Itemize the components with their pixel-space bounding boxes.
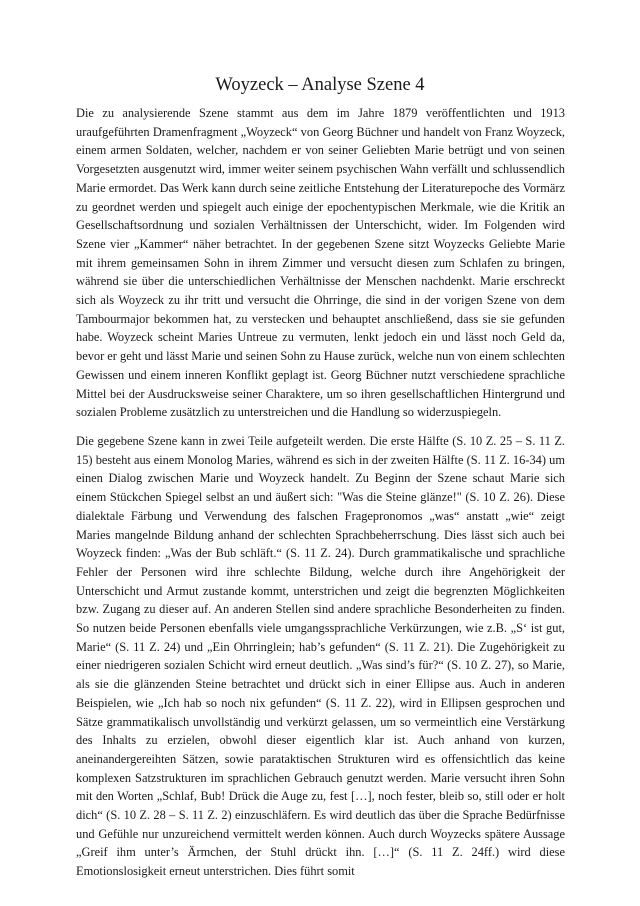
paragraph-analysis: Die gegebene Szene kann in zwei Teile aufgeteilt werden. Die erste Hälfte (S. 10 Z. 25 – S. 11 Z. 15) besteht aus einem Monolog Maries, während es sich in der zweiten Hälfte (S. 11 Z. 16-34) um einen Dialog zwischen Marie und Woyzeck handelt. Zu Beginn der Szene schaut Marie sich einem Stückchen Spiegel selbst an und äußert sich: "Was die Steine glänze!" (S. 10 Z. 26). Diese dialektale Färbung und Verwendung des falschen Fragepronomos „was“ anstatt „wie“ zeigt Maries mangelnde Bildung anhand der schlechten Sprachbeherrschung. Dies lässt sich auch bei Woyzeck finden: „Was der Bub schläft.“ (S. 11 Z. 24). Durch grammatikalische und sprachliche Fehler der Personen wird ihre schlechte Bildung, welche durch ihre Angehörigkeit der Unterschicht und Armut zustande kommt, unterstrichen und zeigt die begrenzten Möglichkeiten bzw. Zugang zu dieser auf. An anderen Stellen sind andere sprachliche Besonderheiten zu finden. So nutzen beide Personen ebenfalls viele umgangssprachliche Verkürzungen, wie z.B. „S‘ ist gut, Marie“ (S. 11 Z. 24) und „Ein Ohrringlein; hab’s gefunden“ (S. 11 Z. 21). Die Zugehörigkeit zu einer niedrigeren sozialen Schicht wird erneut deutlich. „Was sind’s für?“ (S. 10 Z. 27), so Marie, als sie die glänzenden Steine betrachtet und drückt sich in einer Ellipse aus. Auch in anderen Beispielen, wie „Ich hab so noch nix gefunden“ (S. 11 Z. 22), wird in Ellipsen gesprochen und Sätze grammatikalisch unvollständig und verkürzt gelassen, um so vermeintlich eine Verstärkung des Inhalts zu erzielen, obwohl dieser eigentlich klar ist. Auch anhand von kurzen, aneinandergereihten Sätzen, sowie parataktischen Strukturen wird es offensichtlich das keine komplexen Satzstrukturen im sprachlichen Gebrauch genutzt werden. Marie versucht ihren Sohn mit den Worten „Schlaf, Bub! Drück die Auge zu, fest […], noch fester, bleib so, still oder er holt dich“ (S. 10 Z. 28 – S. 11 Z. 2) einzuschläfern. Es wird deutlich das über die Sprache Bedürfnisse und Gefühle nur unzureichend vermittelt werden können. Auch durch Woyzecks spätere Aussage „Greif ihm unter’s Ärmchen, der Stuhl drückt ihn. […]“ (S. 11 Z. 24ff.) wird diese Emotionslosigkeit erneut unterstrichen. Dies führt somit [76,434,565,879]
paragraph-introduction: Die zu analysierende Szene stammt aus dem im Jahre 1879 veröffentlichten und 1913 uraufgeführten Dramenfragment „Woyzeck“ von Georg Büchner und handelt von Franz Woyzeck, einem armen Soldaten, welcher, nachdem er von seiner Geliebten Marie betrügt und von seinen Vorgesetzten ausgenutzt wird, immer weiter seinem psychischen Wahn verfällt und schlussendlich Marie ermordet. Das Werk kann durch seine zeitliche Entstehung der Literaturepoche des Vormärz zu geordnet werden und spiegelt auch einige der epochentypischen Merkmale, wie die Kritik an Gesellschaftsordnung und sozialen Verhältnissen der Unterschicht, wider. Im Folgenden wird Szene vier „Kammer“ näher betrachtet. In der gegebenen Szene sitzt Woyzecks Geliebte Marie mit ihrem gemeinsamen Sohn in ihrem Zimmer und versucht diesen zum Schlafen zu bringen, während sie über die unterschiedlichen Verhältnisse der Menschen nachdenkt. Marie erschreckt sich als Woyzeck zu ihr tritt und versucht die Ohrringe, die sind in der vorigen Szene von dem Tambourmajor bekommen hat, zu verstecken und behauptet anschließend, dass sie sie gefunden habe. Woyzeck scheint Maries Untreue zu vermuten, lenkt jedoch ein und lässt noch Geld da, bevor er geht und lässt Marie und seinen Sohn zu Hause zurück, welche nun von einem schlechten Gewissen und einem inneren Konflikt geplagt ist. Georg Büchner nutzt verschiedene sprachliche Mittel bei der Ausdrucksweise seiner Charaktere, um so ihren gesellschaftlichen Hintergrund und sozialen Probleme zusätzlich zu unterstreichen und die Handlung so widerzuspiegeln. [76,106,565,420]
document-title: Woyzeck – Analyse Szene 4 [215,75,425,95]
